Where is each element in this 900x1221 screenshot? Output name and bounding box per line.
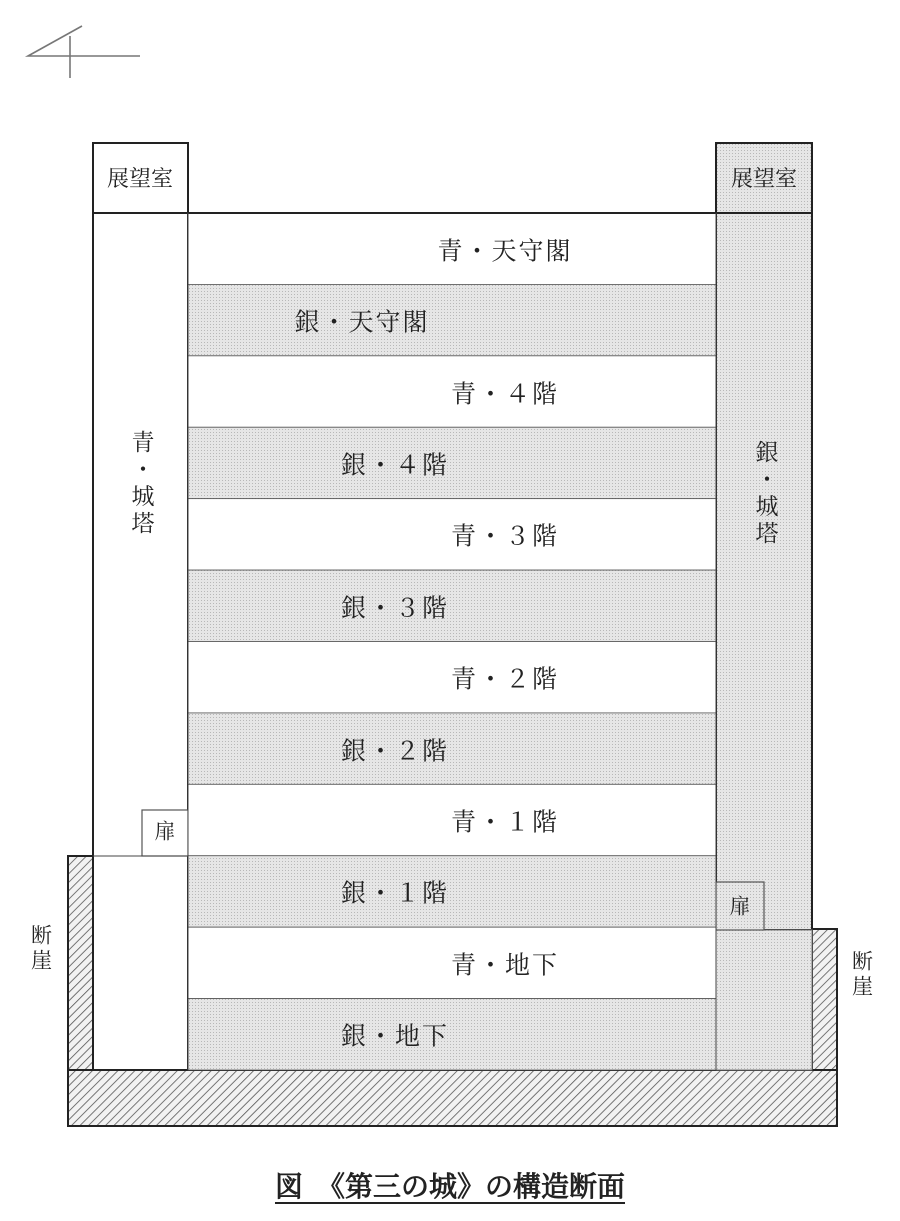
silver-observatory-label: 展望室 [730, 167, 798, 192]
silver-door-label: 扉 [729, 894, 751, 919]
floor-label-blue-1f: 青・１階 [450, 807, 560, 837]
floor-label-silver-4f: 銀・４階 [340, 450, 450, 480]
floor-silver-4f [188, 427, 716, 498]
floor-label-silver-3f: 銀・３階 [340, 593, 450, 623]
silver-tower-label: 銀・城塔 [751, 440, 778, 548]
blue-tower-label: 青・城塔 [127, 430, 154, 538]
blue-tower [93, 143, 188, 1070]
floor-label-blue-2f: 青・２階 [450, 664, 560, 694]
silver-tower-base [716, 930, 812, 1070]
handwritten-four-glyph [28, 26, 140, 56]
floor-label-blue-4f: 青・４階 [450, 379, 560, 409]
floor-label-blue-b1: 青・地下 [450, 950, 560, 980]
blue-door-label: 扉 [154, 819, 176, 844]
cliff-left-label: 断崖 [28, 924, 53, 974]
floor-label-blue-tenshu: 青・天守閣 [437, 236, 573, 266]
floor-silver-tenshu [188, 284, 716, 355]
floor-silver-b1 [188, 999, 716, 1070]
floor-label-silver-1f: 銀・１階 [340, 878, 450, 908]
floor-stack [188, 213, 716, 1070]
cliff-left-strip [68, 856, 93, 1070]
floor-silver-3f [188, 570, 716, 641]
floor-label-blue-3f: 青・３階 [450, 521, 560, 551]
page-number-mark [22, 22, 152, 86]
floor-label-silver-b1: 銀・地下 [340, 1021, 450, 1051]
floor-silver-1f [188, 856, 716, 927]
floor-label-silver-2f: 銀・２階 [340, 736, 450, 766]
blue-observatory-label: 展望室 [106, 167, 174, 192]
cliff-bottom [68, 1070, 837, 1126]
floor-label-silver-tenshu: 銀・天守閣 [294, 307, 430, 337]
floor-silver-2f [188, 713, 716, 784]
figure-caption: 図 《第三の城》の構造断面 [274, 1170, 626, 1203]
cliff-right-label: 断崖 [849, 950, 874, 1000]
cliff-right-strip [812, 929, 837, 1070]
